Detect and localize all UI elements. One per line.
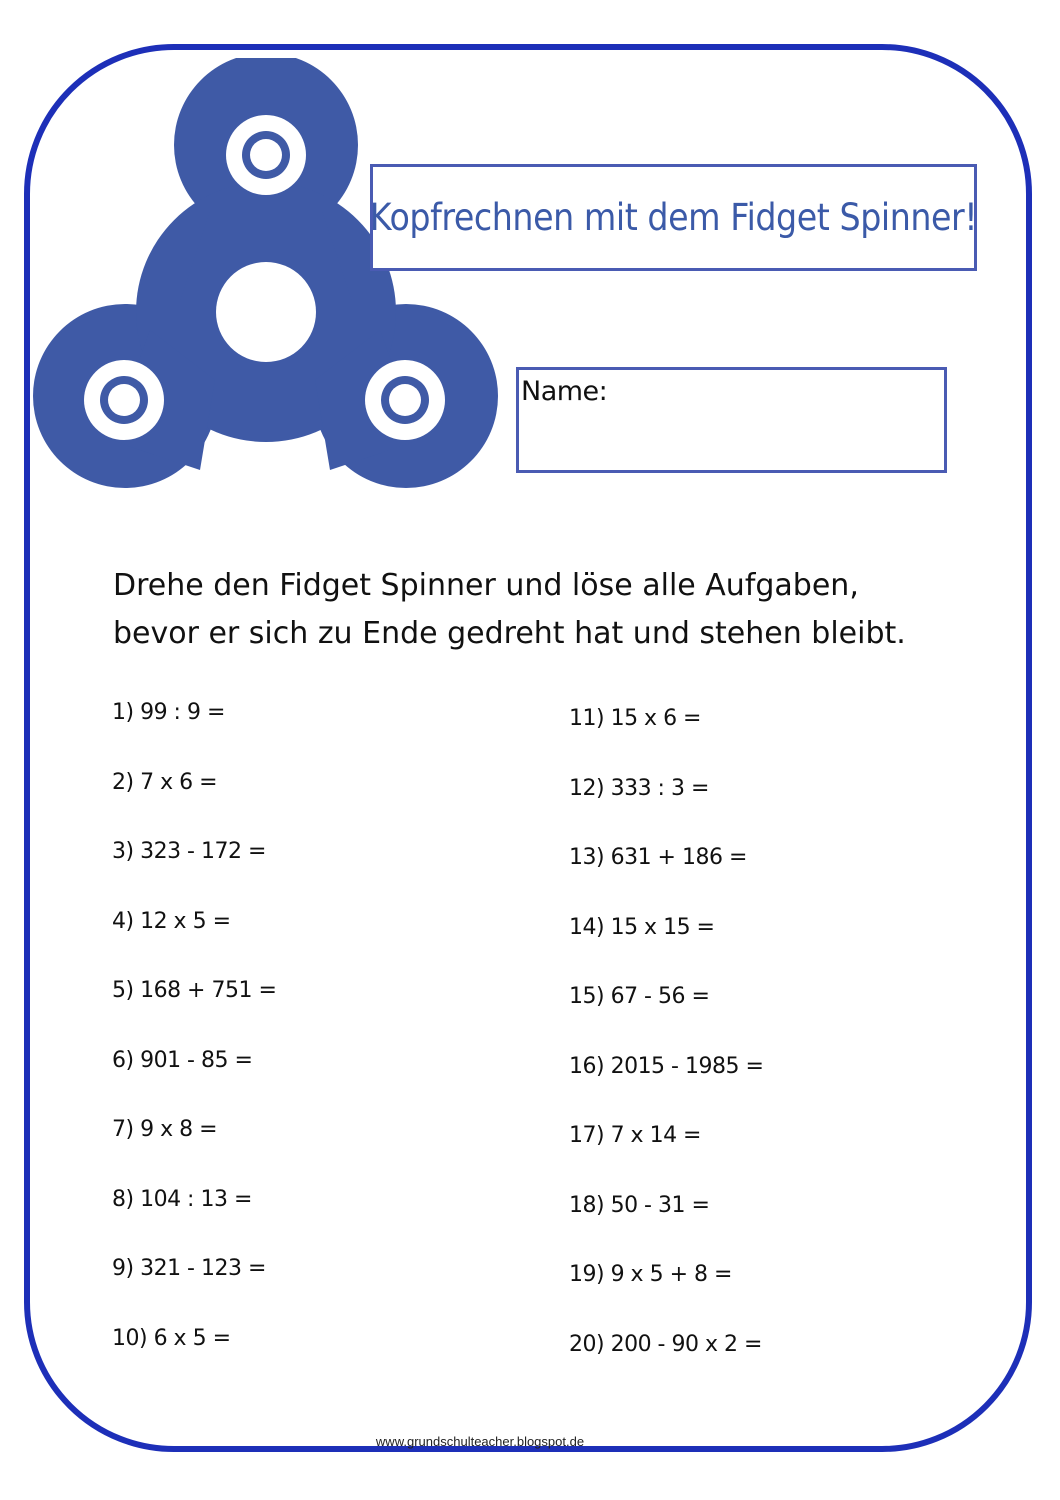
task-item: 3) 323 - 172 = [112, 839, 266, 864]
task-item: 10) 6 x 5 = [112, 1325, 231, 1351]
instructions [113, 562, 993, 658]
instructions-line-2: bevor er sich zu Ende gedreht hat und stehen bleibt. [113, 616, 906, 651]
task-column-left [112, 700, 492, 1395]
page-title: Kopfrechnen mit dem Fidget Spinner! [369, 196, 978, 239]
task-item: 18) 50 - 31 = [569, 1192, 710, 1218]
task-item: 5) 168 + 751 = [112, 978, 277, 1003]
task-item: 12) 333 : 3 = [569, 775, 709, 801]
task-item: 20) 200 - 90 x 2 = [569, 1331, 762, 1357]
footer-url: www.grundschulteacher.blogspot.de [375, 1434, 585, 1449]
instructions-line-1: Drehe den Fidget Spinner und löse alle Aufgaben, [113, 568, 859, 603]
task-item: 1) 99 : 9 = [112, 700, 225, 725]
task-item: 6) 901 - 85 = [112, 1047, 253, 1073]
task-item: 15) 67 - 56 = [569, 984, 710, 1009]
task-item: 16) 2015 - 1985 = [569, 1053, 764, 1079]
task-item: 8) 104 : 13 = [112, 1186, 252, 1212]
task-item: 7) 9 x 8 = [112, 1117, 217, 1142]
task-item: 2) 7 x 6 = [112, 769, 217, 795]
task-item: 19) 9 x 5 + 8 = [569, 1262, 732, 1287]
task-item: 13) 631 + 186 = [569, 845, 747, 870]
title-box [370, 164, 977, 271]
task-item: 14) 15 x 15 = [569, 914, 715, 940]
task-item: 9) 321 - 123 = [112, 1256, 266, 1281]
task-item: 11) 15 x 6 = [569, 706, 701, 731]
task-item: 4) 12 x 5 = [112, 908, 231, 934]
task-column-right [569, 700, 949, 1395]
fidget-spinner-icon [30, 58, 510, 498]
task-item: 17) 7 x 14 = [569, 1123, 701, 1148]
name-label: Name: [521, 376, 608, 407]
name-field[interactable] [516, 367, 947, 473]
